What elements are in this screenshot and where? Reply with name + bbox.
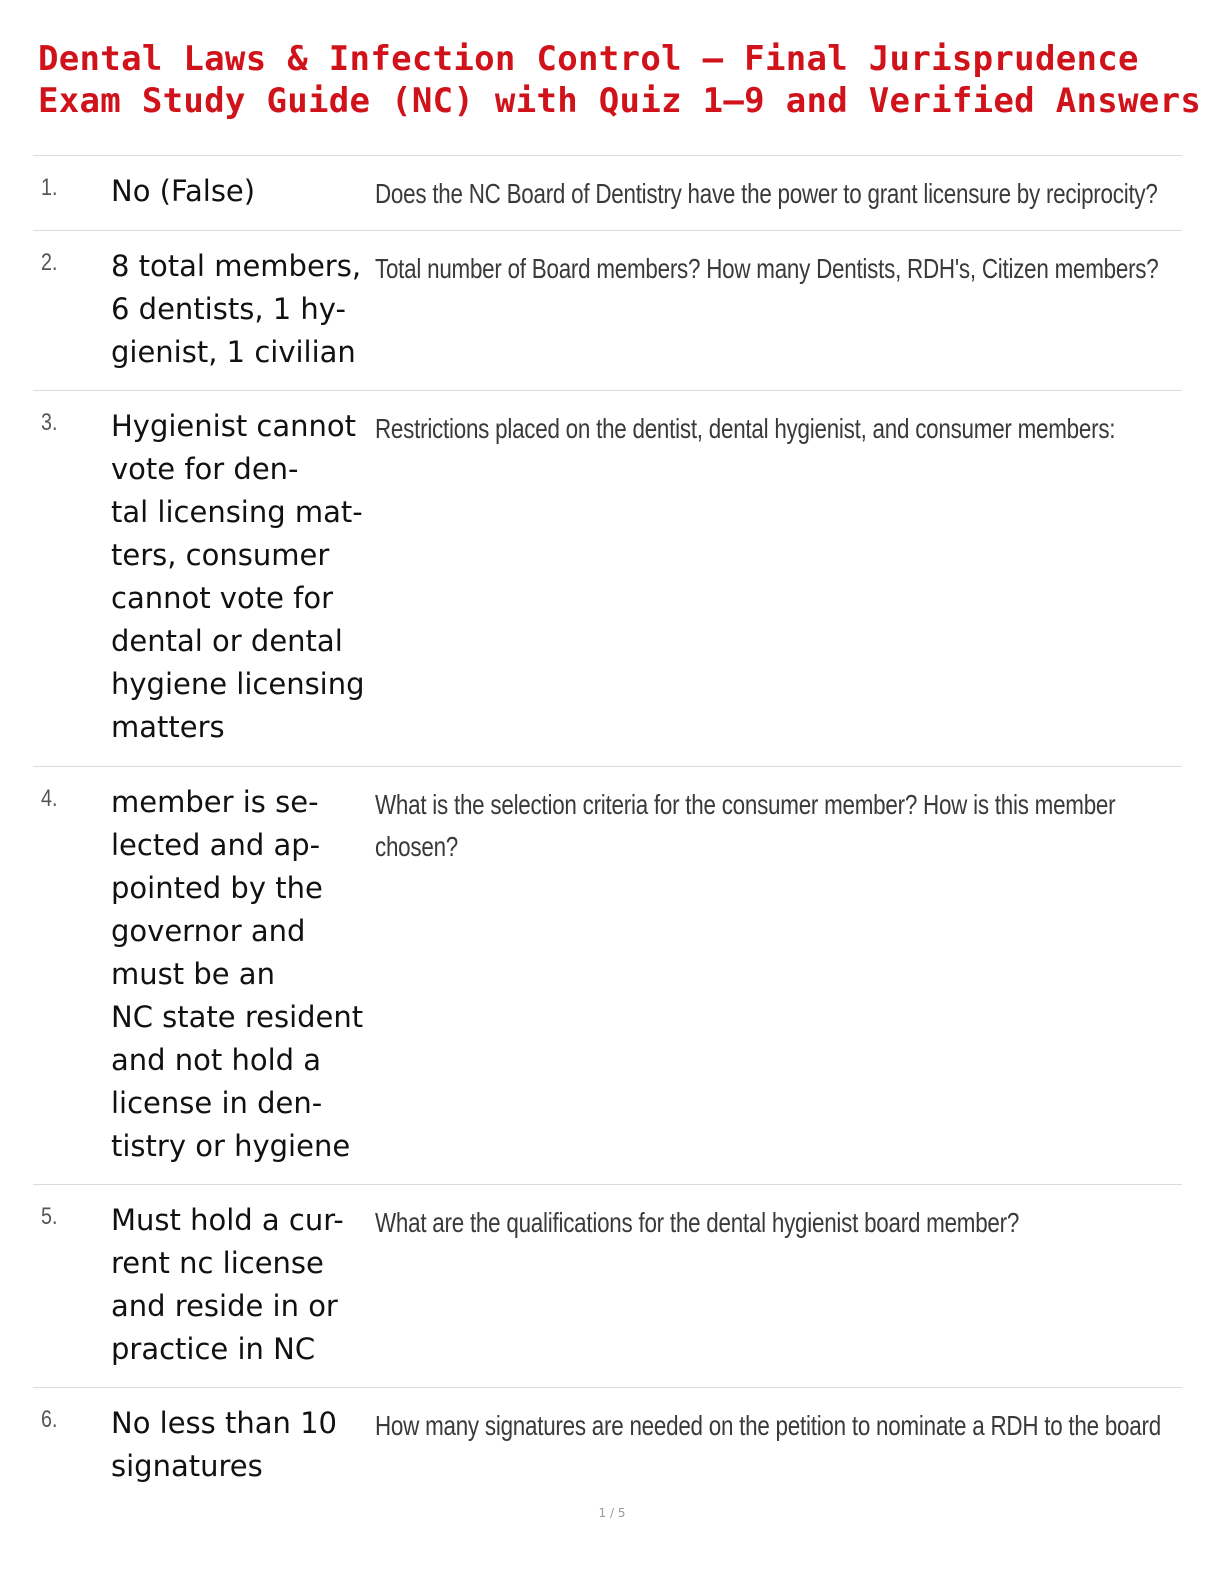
card-number: 6. xyxy=(41,1406,58,1433)
answer-line: gienist, 1 civilian xyxy=(111,335,356,369)
page-indicator: 1 / 5 xyxy=(598,1506,626,1520)
card-number: 2. xyxy=(41,249,58,276)
card-answer xyxy=(111,170,371,213)
flashcard-5 xyxy=(33,1184,1182,1388)
card-question xyxy=(375,248,1167,290)
card-number: 4. xyxy=(41,785,58,812)
flashcard-4 xyxy=(33,766,1182,1185)
answer-line: lected and ap- xyxy=(111,828,321,862)
answer-line: governor and xyxy=(111,914,306,948)
answer-line: ters, consumer xyxy=(111,538,330,572)
question-line: What are the qualifications for the dental hygienist board member? xyxy=(375,1207,1020,1238)
answer-line: tal licensing mat- xyxy=(111,495,363,529)
card-question xyxy=(375,1202,1167,1244)
question-line: Total number of Board members? How many Dentists, RDH's, Citizen members? xyxy=(375,253,1159,284)
answer-line: signatures xyxy=(111,1449,263,1483)
page-title xyxy=(38,38,1218,122)
answer-line: No (False) xyxy=(111,174,256,208)
card-number: 3. xyxy=(41,409,58,436)
answer-line: rent nc license xyxy=(111,1246,324,1280)
answer-line: and reside in or xyxy=(111,1289,338,1323)
card-question xyxy=(375,1405,1167,1447)
answer-line: must be an xyxy=(111,957,275,991)
card-number: 5. xyxy=(41,1203,58,1230)
answer-line: and not hold a xyxy=(111,1043,322,1077)
card-question xyxy=(375,408,1167,450)
flashcard-1 xyxy=(33,155,1182,230)
answer-line: practice in NC xyxy=(111,1332,316,1366)
card-question xyxy=(375,173,1167,215)
card-answer xyxy=(111,405,371,749)
answer-line: pointed by the xyxy=(111,871,323,905)
question-line: Does the NC Board of Dentistry have the power to grant licensure by reciprocity? xyxy=(375,178,1158,209)
answer-line: cannot vote for xyxy=(111,581,334,615)
card-number: 1. xyxy=(41,174,58,201)
card-answer xyxy=(111,1199,371,1371)
answer-line: license in den- xyxy=(111,1086,323,1120)
card-question xyxy=(375,784,1167,868)
question-line: Restrictions placed on the dentist, dental hygienist, and consumer members: xyxy=(375,413,1116,444)
answer-line: member is se- xyxy=(111,785,319,819)
answer-line: Must hold a cur- xyxy=(111,1203,344,1237)
flashcard-2 xyxy=(33,230,1182,391)
flashcard-6 xyxy=(33,1387,1182,1498)
answer-line: hygiene licensing xyxy=(111,667,365,701)
answer-line: vote for den- xyxy=(111,452,299,486)
title-line-1: Dental Laws & Infection Control – Final Jurisprudence xyxy=(38,39,1139,79)
card-answer xyxy=(111,245,371,374)
card-answer xyxy=(111,781,371,1168)
flashcard-3 xyxy=(33,390,1182,767)
question-line: How many signatures are needed on the petition to nominate a RDH to the board xyxy=(375,1410,1161,1441)
answer-line: Hygienist cannot xyxy=(111,409,356,443)
answer-line: 6 dentists, 1 hy- xyxy=(111,292,346,326)
answer-line: matters xyxy=(111,710,225,744)
question-line: chosen? xyxy=(375,831,459,862)
question-line: What is the selection criteria for the consumer member? How is this member xyxy=(375,789,1116,820)
answer-line: NC state resident xyxy=(111,1000,364,1034)
card-answer xyxy=(111,1402,371,1488)
answer-line: tistry or hygiene xyxy=(111,1129,351,1163)
answer-line: dental or dental xyxy=(111,624,343,658)
title-line-2: Exam Study Guide (NC) with Quiz 1–9 and Verified Answers xyxy=(38,81,1202,121)
answer-line: No less than 10 xyxy=(111,1406,338,1440)
answer-line: 8 total members, xyxy=(111,249,362,283)
